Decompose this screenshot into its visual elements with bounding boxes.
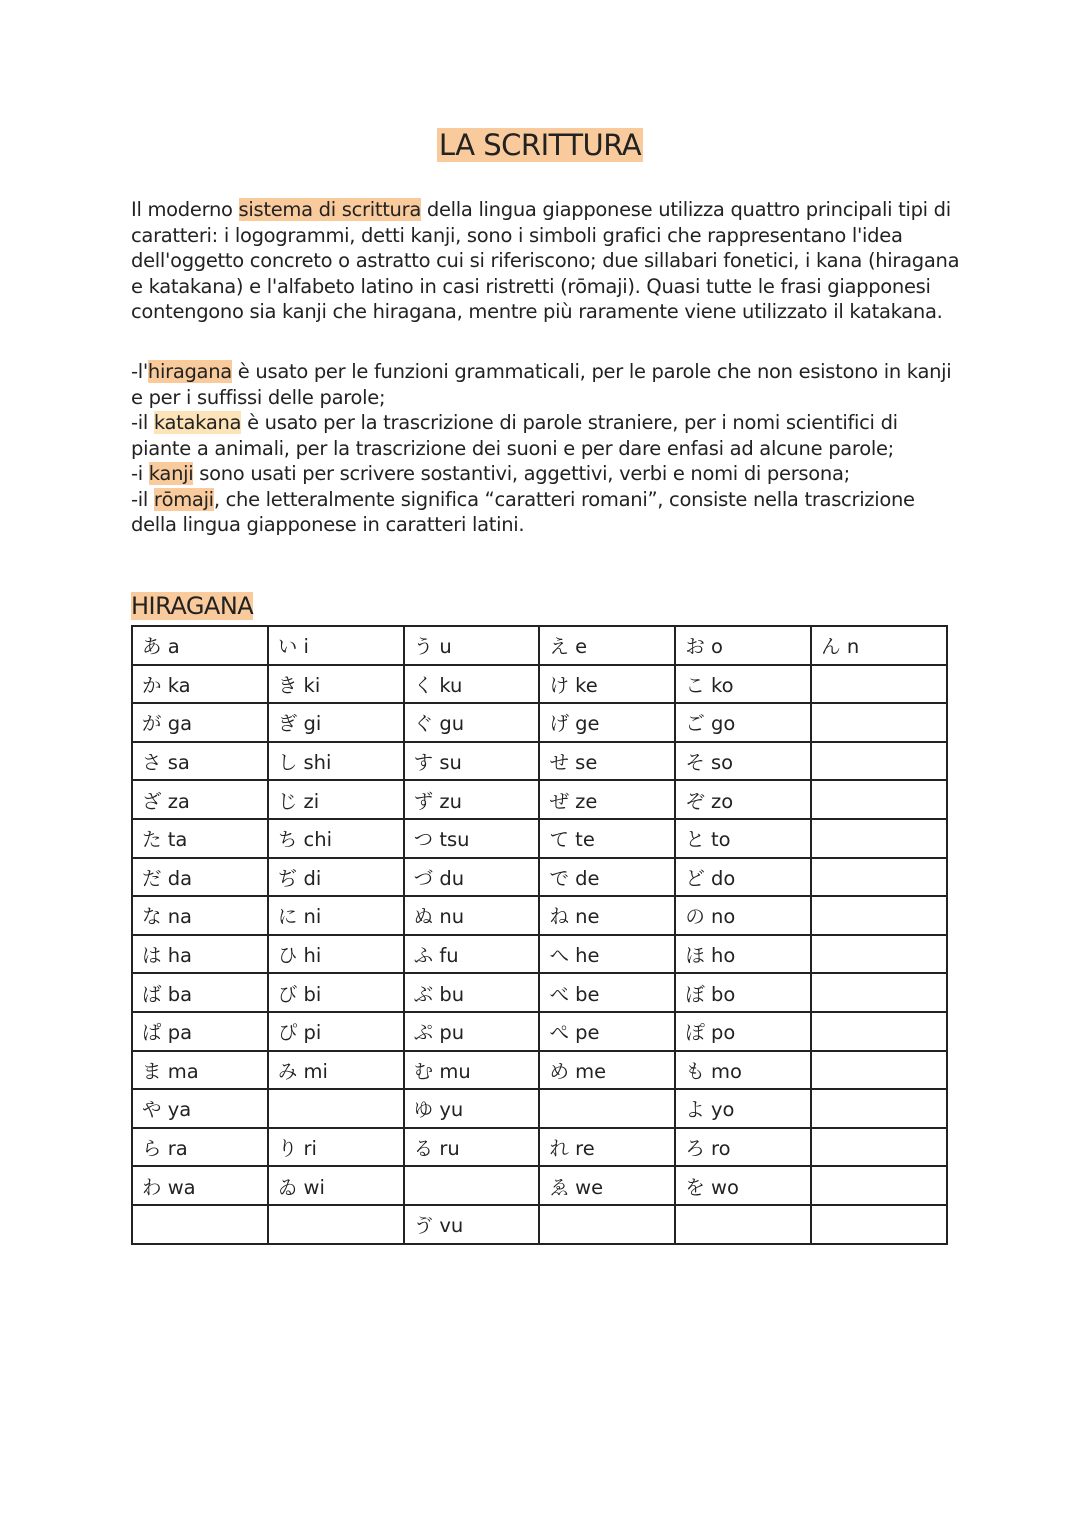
table-cell: ぢ di <box>268 858 404 897</box>
table-cell: う u <box>404 626 540 665</box>
table-row <box>132 703 947 742</box>
table-cell: り ri <box>268 1128 404 1167</box>
table-cell: ぶ bu <box>404 973 540 1012</box>
intro-paragraph: Il moderno sistema di scrittura della lingua giapponese utilizza quattro principali tipi di caratteri: i logogrammi, detti kanji, sono i simboli grafici che rappresentano l'idea dell'oggetto concreto o astratto cui si riferiscono; due sillabari fonetici, i kana (hiragana e katakana) e l'alfabeto latino in casi ristretti (rōmaji). Quasi tutte le frasi giapponesi contengono sia kanji che hiragana, mentre più raramente viene utilizzato il katakana. <box>131 198 960 323</box>
table-cell <box>268 1205 404 1244</box>
table-cell: か ka <box>132 665 268 704</box>
table-cell: し shi <box>268 742 404 781</box>
table-cell <box>811 780 947 819</box>
table-cell: ぬ nu <box>404 896 540 935</box>
table-row <box>132 896 947 935</box>
bullet-hiragana: -l'hiragana è usato per le funzioni grammaticali, per le parole che non esistono in kanji e per i suffissi delle parole; <box>131 360 952 409</box>
hiragana-table <box>131 625 948 1245</box>
table-cell: ぷ pu <box>404 1012 540 1051</box>
bullet-romaji: -il rōmaji, che letteralmente significa “caratteri romani”, consiste nella trascrizione della lingua giapponese in caratteri latini. <box>131 487 915 536</box>
table-cell: ぜ ze <box>539 780 675 819</box>
table-cell <box>811 1166 947 1205</box>
table-cell: む mu <box>404 1051 540 1090</box>
table-cell: ゑ we <box>539 1166 675 1205</box>
table-row <box>132 742 947 781</box>
table-cell: わ wa <box>132 1166 268 1205</box>
table-cell: ほ ho <box>675 935 811 974</box>
table-cell: せ se <box>539 742 675 781</box>
table-cell: ぐ gu <box>404 703 540 742</box>
table-cell: い i <box>268 626 404 665</box>
table-cell: て te <box>539 819 675 858</box>
table-cell: を wo <box>675 1166 811 1205</box>
table-cell <box>811 1089 947 1128</box>
table-cell <box>811 1051 947 1090</box>
page-title: LA SCRITTURA <box>438 128 642 162</box>
table-cell <box>811 819 947 858</box>
table-cell <box>811 973 947 1012</box>
table-cell: で de <box>539 858 675 897</box>
table-cell: ざ za <box>132 780 268 819</box>
table-cell: ど do <box>675 858 811 897</box>
table-cell: く ku <box>404 665 540 704</box>
table-cell: げ ge <box>539 703 675 742</box>
table-cell: に ni <box>268 896 404 935</box>
table-cell <box>539 1205 675 1244</box>
table-cell: と to <box>675 819 811 858</box>
table-cell: な na <box>132 896 268 935</box>
table-row <box>132 626 947 665</box>
table-cell <box>811 896 947 935</box>
table-cell <box>539 1089 675 1128</box>
table-cell: ま ma <box>132 1051 268 1090</box>
table-cell: さ sa <box>132 742 268 781</box>
table-cell: よ yo <box>675 1089 811 1128</box>
table-row <box>132 819 947 858</box>
highlight: sistema di scrittura <box>238 198 421 221</box>
table-cell: れ re <box>539 1128 675 1167</box>
table-cell <box>132 1205 268 1244</box>
table-cell: す su <box>404 742 540 781</box>
table-cell <box>811 665 947 704</box>
table-cell <box>811 935 947 974</box>
table-cell <box>811 742 947 781</box>
table-cell: そ so <box>675 742 811 781</box>
table-cell: は ha <box>132 935 268 974</box>
table-cell: ね ne <box>539 896 675 935</box>
table-row <box>132 1051 947 1090</box>
table-cell: つ tsu <box>404 819 540 858</box>
table-row <box>132 1205 947 1244</box>
table-row <box>132 935 947 974</box>
table-cell: ぱ pa <box>132 1012 268 1051</box>
table-cell: ん n <box>811 626 947 665</box>
table-cell: ぴ pi <box>268 1012 404 1051</box>
table-cell: み mi <box>268 1051 404 1090</box>
table-cell: た ta <box>132 819 268 858</box>
table-cell <box>811 1128 947 1167</box>
table-cell: ぎ gi <box>268 703 404 742</box>
table-cell: の no <box>675 896 811 935</box>
table-cell: ら ra <box>132 1128 268 1167</box>
table-cell: が ga <box>132 703 268 742</box>
table-cell: ひ hi <box>268 935 404 974</box>
table-cell: ろ ro <box>675 1128 811 1167</box>
table-row <box>132 1128 947 1167</box>
table-cell <box>404 1166 540 1205</box>
table-row <box>132 858 947 897</box>
table-cell: づ du <box>404 858 540 897</box>
table-cell: め me <box>539 1051 675 1090</box>
bullet-list <box>131 359 961 538</box>
table-cell: ぺ pe <box>539 1012 675 1051</box>
table-row <box>132 665 947 704</box>
table-cell: や ya <box>132 1089 268 1128</box>
table-row <box>132 1089 947 1128</box>
table-cell: ば ba <box>132 973 268 1012</box>
table-cell: る ru <box>404 1128 540 1167</box>
table-cell: ぼ bo <box>675 973 811 1012</box>
table-cell: じ zi <box>268 780 404 819</box>
table-cell: ぞ zo <box>675 780 811 819</box>
table-cell: ご go <box>675 703 811 742</box>
table-cell <box>811 1205 947 1244</box>
table-cell <box>811 703 947 742</box>
table-row <box>132 780 947 819</box>
table-cell <box>811 858 947 897</box>
bullet-kanji: -i kanji sono usati per scrivere sostantivi, aggettivi, verbi e nomi di persona; <box>131 462 850 485</box>
table-cell: ふ fu <box>404 935 540 974</box>
section-heading: HIRAGANA <box>131 592 254 620</box>
bullet-katakana: -il katakana è usato per la trascrizione di parole straniere, per i nomi scientifici di piante a animali, per la trascrizione dei suoni e per dare enfasi ad alcune parole; <box>131 411 898 460</box>
table-cell: ぽ po <box>675 1012 811 1051</box>
table-cell: あ a <box>132 626 268 665</box>
table-cell: べ be <box>539 973 675 1012</box>
table-cell: き ki <box>268 665 404 704</box>
table-cell: え e <box>539 626 675 665</box>
table-cell: び bi <box>268 973 404 1012</box>
table-cell: ず zu <box>404 780 540 819</box>
table-cell: お o <box>675 626 811 665</box>
table-cell: へ he <box>539 935 675 974</box>
table-cell <box>268 1089 404 1128</box>
table-row <box>132 1166 947 1205</box>
table-cell <box>811 1012 947 1051</box>
table-row <box>132 973 947 1012</box>
table-cell: こ ko <box>675 665 811 704</box>
table-cell: ゆ yu <box>404 1089 540 1128</box>
table-cell: ゐ wi <box>268 1166 404 1205</box>
table-cell: も mo <box>675 1051 811 1090</box>
table-cell: ち chi <box>268 819 404 858</box>
table-row <box>132 1012 947 1051</box>
table-cell: だ da <box>132 858 268 897</box>
table-cell <box>675 1205 811 1244</box>
table-cell: ゔ vu <box>404 1205 540 1244</box>
table-cell: け ke <box>539 665 675 704</box>
